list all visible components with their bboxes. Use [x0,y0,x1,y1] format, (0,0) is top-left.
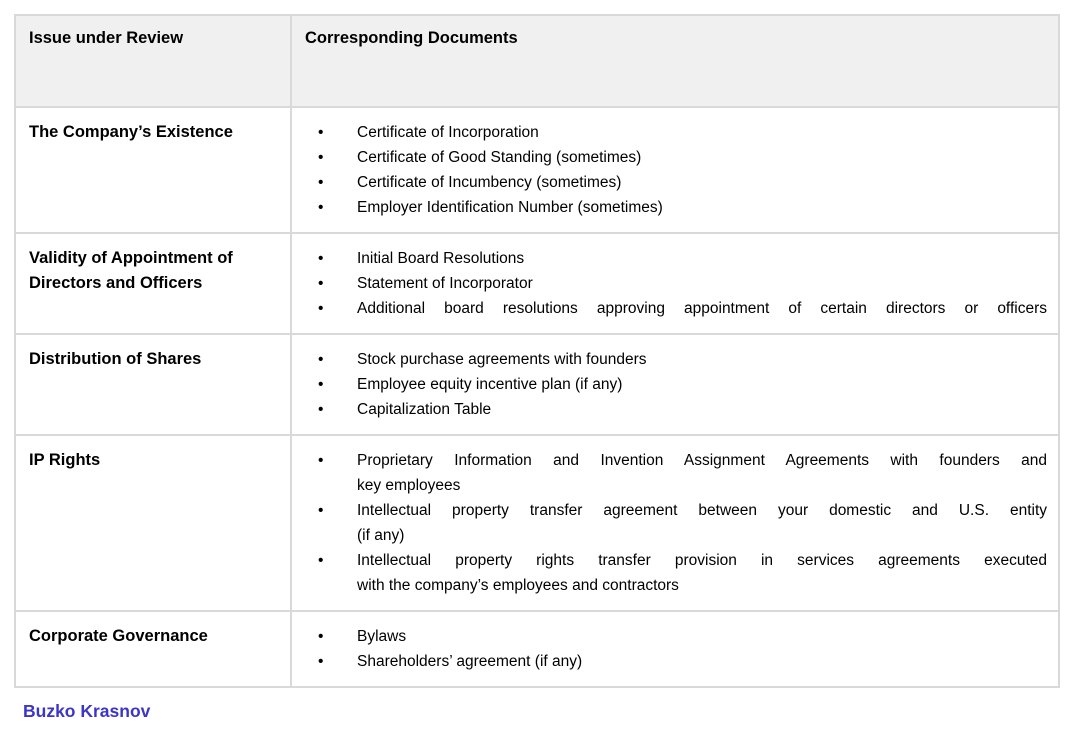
document-line: Certificate of Incorporation [357,124,539,141]
document-list [292,448,1047,598]
bullet-icon: • [318,199,324,216]
document-list-item [292,498,1047,548]
document-line: Certificate of Good Standing (sometimes) [357,149,642,166]
documents-cell [291,611,1059,687]
bullet-icon: • [318,502,324,519]
bullet-icon: • [318,401,324,418]
document-list-item [292,195,1047,220]
document-list-item [292,246,1047,271]
document-list-item [292,271,1047,296]
column-header-documents: Corresponding Documents [291,15,1059,107]
issue-cell: Corporate Governance [15,611,291,687]
bullet-icon: • [318,376,324,393]
document-list [292,347,1047,422]
document-line: Additional board resolutions approving appointment of certain directors or officers [357,300,1047,317]
document-list-item [292,347,1047,372]
table-row [15,435,1059,611]
document-list-item [292,296,1047,321]
documents-cell [291,435,1059,611]
document-line: Statement of Incorporator [357,275,533,292]
bullet-icon: • [318,300,324,317]
bullet-icon: • [318,149,324,166]
document-line: Bylaws [357,628,407,645]
document-line: Intellectual property rights transfer provision in services agreements executed [357,552,1047,569]
issue-cell: IP Rights [15,435,291,611]
document-line: Certificate of Incumbency (sometimes) [357,174,622,191]
document-list-item [292,397,1047,422]
document-line: Shareholders’ agreement (if any) [357,653,583,670]
document-list-item [292,649,1047,674]
document-line: Capitalization Table [357,401,492,418]
bullet-icon: • [318,351,324,368]
bullet-icon: • [318,124,324,141]
document-line: Employee equity incentive plan (if any) [357,376,623,393]
documents-cell [291,334,1059,435]
bullet-icon: • [318,452,324,469]
document-list-item [292,145,1047,170]
document-list [292,246,1047,321]
document-line: with the company’s employees and contractors [357,577,679,594]
document-list-item [292,170,1047,195]
document-line: key employees [357,477,461,494]
document-list [292,624,1047,674]
documents-cell [291,107,1059,233]
bullet-icon: • [318,250,324,267]
bullet-icon: • [318,174,324,191]
document-line: Initial Board Resolutions [357,250,525,267]
document-list [292,120,1047,220]
document-line: Stock purchase agreements with founders [357,351,647,368]
document-line: Intellectual property transfer agreement between your domestic and U.S. entity [357,502,1047,519]
table-row [15,334,1059,435]
issue-cell: The Company’s Existence [15,107,291,233]
bullet-icon: • [318,653,324,670]
bullet-icon: • [318,275,324,292]
bullet-icon: • [318,628,324,645]
table-row [15,107,1059,233]
documents-cell [291,233,1059,334]
issue-cell: Validity of Appointment of Directors and Officers [15,233,291,334]
document-list-item [292,548,1047,598]
document-line: (if any) [357,527,405,544]
document-line: Proprietary Information and Invention Assignment Agreements with founders and [357,452,1047,469]
document-list-item [292,372,1047,397]
bullet-icon: • [318,552,324,569]
table-header-row [15,15,1059,107]
table-row [15,233,1059,334]
column-header-issue: Issue under Review [15,15,291,107]
buzko-krasnov-link[interactable]: Buzko Krasnov [23,701,151,721]
due-diligence-table [14,14,1060,688]
document-list-item [292,120,1047,145]
issue-cell: Distribution of Shares [15,334,291,435]
document-list-item [292,448,1047,498]
document-list-item [292,624,1047,649]
table-row [15,611,1059,687]
document-line: Employer Identification Number (sometimes) [357,199,663,216]
